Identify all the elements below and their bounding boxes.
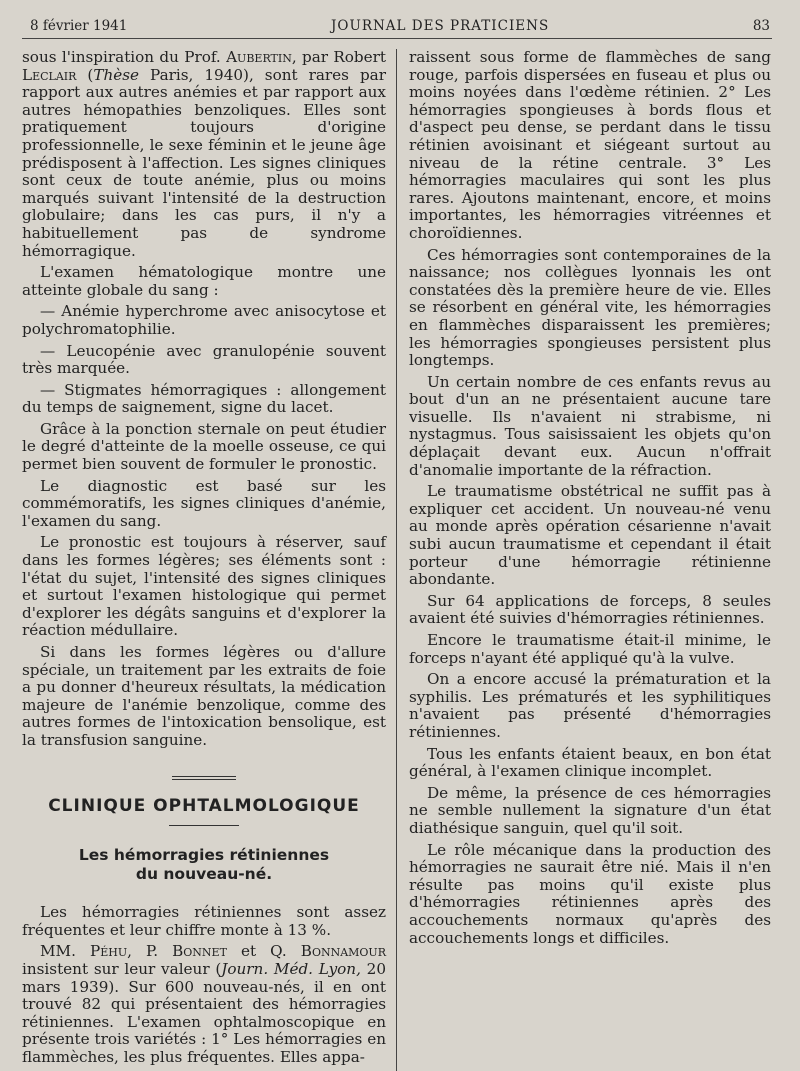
paragraph: Si dans les formes légères ou d'allure spéciale, un traitement par les extraits de foie a pu donner d'heureux résultats, la médication majeure de l'anémie benzolique, comme des autres formes de l'intoxication bensolique, est la transfusion sanguine. bbox=[22, 643, 386, 749]
paragraph: Grâce à la ponction sternale on peut étudier le degré d'atteinte de la moelle osseuse, ce qui permet bien souvent de formuler le pronostic. bbox=[22, 419, 386, 474]
paragraph: Le traumatisme obstétrical ne suffit pas à expliquer cet accident. Un nouveau-né venu au monde après opération césarienne n'avait subi aucun traumatisme et cependant il était porteur d'une hémorragie rétinienne abondante. bbox=[409, 482, 771, 589]
paragraph: — Stigmates hémorragiques : allongement du temps de saignement, signe du lacet. bbox=[22, 380, 386, 417]
paragraph: raissent sous forme de flammèches de sang rouge, parfois dispersées en fuseau et plus ou moins noyées dans l'œdème rétinien. 2° Les hémorragies spongieuses à bords flous et d'aspect peu dense, se perdant dans le tissu rétinien avoisinant et siégeant surtout au niveau de la rétine centrale. 3° Les hémorragies maculaires qui sont les plus rares. Ajoutons maintenant, encore, et moins importantes, les hémorragies vitréennes et choroïdiennes. bbox=[409, 48, 771, 242]
paragraph: — Leucopénie avec granulopénie souvent très marquée. bbox=[22, 341, 386, 378]
paragraph: Les hémorragies rétiniennes sont assez fréquentes et leur chiffre monte à 13 %. bbox=[22, 903, 386, 939]
paragraph: De même, la présence de ces hémorragies ne semble nullement la signature d'un état diathésique sanguin, quel qu'il soit. bbox=[409, 783, 771, 837]
left-column bbox=[22, 49, 397, 1071]
header-page-number: 83 bbox=[752, 18, 770, 34]
paragraph: Un certain nombre de ces enfants revus au bout d'un an ne présentaient aucune tare visuelle. Ils n'avaient ni strabisme, ni nystagmus. Tous saisissaient les objets qu'on déplaçait devant eux. Aucun n'offrait d'anomalie importante de la réfraction. bbox=[409, 372, 771, 479]
header-date: 8 février 1941 bbox=[30, 18, 128, 34]
paragraph: L'examen hématologique montre une atteinte globale du sang : bbox=[22, 263, 386, 299]
page-header bbox=[22, 18, 772, 39]
paragraph: On a encore accusé la prématuration et la syphilis. Les prématurés et les syphilitiques n'avaient pas présenté d'hémorragies rétiniennes. bbox=[409, 670, 771, 741]
paragraph: — Anémie hyperchrome avec anisocytose et polychromatophilie. bbox=[22, 302, 386, 338]
paragraph: Ces hémorragies sont contemporaines de la naissance; nos collègues lyonnais les ont constatées dès la première heure de vie. Elles se résorbent en général vite, les hémorragies en flammèches disparaissent les premières; les hémorragies spongieuses persistent plus longtemps. bbox=[409, 245, 771, 370]
paragraph: Tous les enfants étaient beaux, en bon état général, à l'examen clinique incomplet. bbox=[409, 744, 771, 781]
two-column-body bbox=[22, 49, 772, 1071]
section-divider bbox=[172, 776, 236, 780]
paragraph: sous l'inspiration du Prof. Aubertin, par Robert Leclair (Thèse Paris, 1940), sont rares par rapport aux autres anémies et par rapport aux autres hémopathies benzoliques. Elles sont pratiquement toujours d'origine professionnelle, le sexe féminin et le jeune âge prédisposent à l'affection. Les signes cliniques sont ceux de toute anémie, plus ou moins marqués suivant l'intensité de la destruction globulaire; dans les cas purs, il n'y a habituellement pas de syndrome hémorragique. bbox=[22, 48, 387, 260]
paragraph: Encore le traumatisme était-il minime, le forceps n'ayant été appliqué qu'à la vulve. bbox=[409, 631, 771, 667]
section-title: CLINIQUE OPHTALMOLOGIQUE bbox=[48, 795, 360, 816]
paragraph: Le diagnostic est basé sur les commémoratifs, les signes cliniques d'anémie, l'examen du sang. bbox=[22, 476, 386, 530]
article-title: Les hémorragies rétiniennes du nouveau-né. bbox=[78, 846, 330, 884]
paragraph: Le rôle mécanique dans la production des hémorragies ne saurait être nié. Mais il n'en résulte pas moins qu'il existe plus d'hémorragies rétiniennes après des accouchements normaux qu'après des accouchements longs et difficiles. bbox=[409, 840, 771, 947]
section-title-rule bbox=[169, 825, 239, 826]
paragraph: MM. Péhu, P. Bonnet et Q. Bonnamour insistent sur leur valeur (Journ. Méd. Lyon, 20 mars 1939). Sur 600 nouveau-nés, il en ont trouvé 82 qui présentaient des hémorragies rétiniennes. L'examen ophtalmoscopique en présente trois variétés : 1° Les hémorragies en flammèches, les plus fréquentes. Elles appa- bbox=[22, 942, 386, 1066]
paragraph: Sur 64 applications de forceps, 8 seules avaient été suivies d'hémorragies rétiniennes. bbox=[409, 591, 771, 628]
paragraph: Le pronostic est toujours à réserver, sauf dans les formes légères; ses éléments sont : l'état du sujet, l'intensité des signes cliniques et surtout l'examen histologique qui permet d'explorer les dégâts sanguins et d'explorer la réaction médullaire. bbox=[22, 533, 386, 640]
header-journal-title: JOURNAL DES PRATICIENS bbox=[330, 18, 550, 34]
right-column bbox=[397, 49, 771, 1071]
